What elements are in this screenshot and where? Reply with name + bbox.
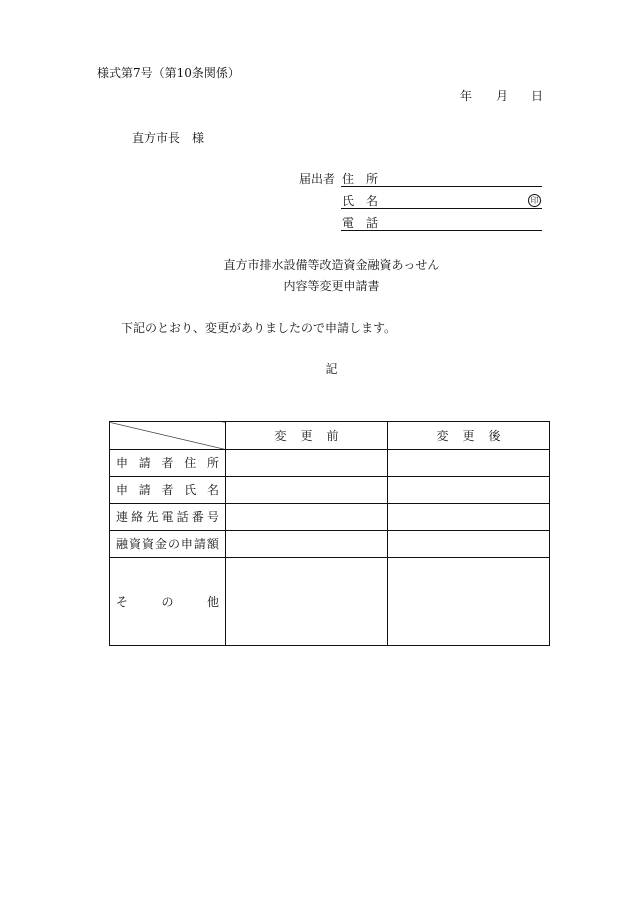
date-year: 年 — [460, 89, 473, 103]
table-header-row — [110, 422, 550, 450]
row-label-text: そ の 他 — [116, 594, 219, 609]
applicant-label: 届出者 — [299, 172, 336, 186]
table-row — [110, 531, 550, 558]
header-corner — [110, 422, 226, 450]
cell-before[interactable] — [226, 558, 388, 646]
row-label — [110, 477, 226, 504]
body-text: 下記のとおり、変更がありましたので申請します。 — [121, 321, 397, 335]
table-row — [110, 558, 550, 646]
applicant-address-field[interactable] — [341, 172, 542, 187]
cell-after[interactable] — [388, 450, 550, 477]
header-before: 変更前 — [226, 422, 388, 450]
applicant-name-field[interactable] — [341, 194, 542, 209]
applicant-phone-field[interactable] — [341, 216, 542, 231]
cell-after[interactable] — [388, 504, 550, 531]
cell-after[interactable] — [388, 477, 550, 504]
cell-after[interactable] — [388, 531, 550, 558]
change-table — [109, 421, 550, 646]
date-day: 日 — [531, 89, 544, 103]
form-number: 様式第7号（第10条関係） — [97, 66, 240, 80]
cell-before[interactable] — [226, 450, 388, 477]
header-after: 変更後 — [388, 422, 550, 450]
cell-before[interactable] — [226, 477, 388, 504]
cell-before[interactable] — [226, 504, 388, 531]
table-row — [110, 504, 550, 531]
row-label-text: 申 請 者 氏 名 — [116, 483, 219, 497]
cell-after[interactable] — [388, 558, 550, 646]
addressee: 直方市長 様 — [132, 131, 205, 145]
ki-heading: 記 — [325, 362, 338, 376]
row-label-text: 融 資 資 金 の 申 請 額 — [116, 537, 219, 551]
row-label-text: 申 請 者 住 所 — [116, 456, 219, 470]
phone-label: 電 話 — [342, 216, 379, 230]
seal-mark: 印 — [528, 194, 541, 207]
row-label — [110, 531, 226, 558]
table-row — [110, 477, 550, 504]
date-month: 月 — [496, 89, 509, 103]
document-title-line2: 内容等変更申請書 — [283, 279, 380, 293]
row-label — [110, 558, 226, 646]
document-title-line1: 直方市排水設備等改造資金融資あっせん — [223, 258, 440, 272]
row-label-text: 連 絡 先 電 話 番 号 — [116, 510, 219, 524]
table-row — [110, 450, 550, 477]
address-label: 住 所 — [342, 172, 379, 186]
row-label — [110, 450, 226, 477]
name-label: 氏 名 — [342, 194, 379, 208]
row-label — [110, 504, 226, 531]
cell-before[interactable] — [226, 531, 388, 558]
